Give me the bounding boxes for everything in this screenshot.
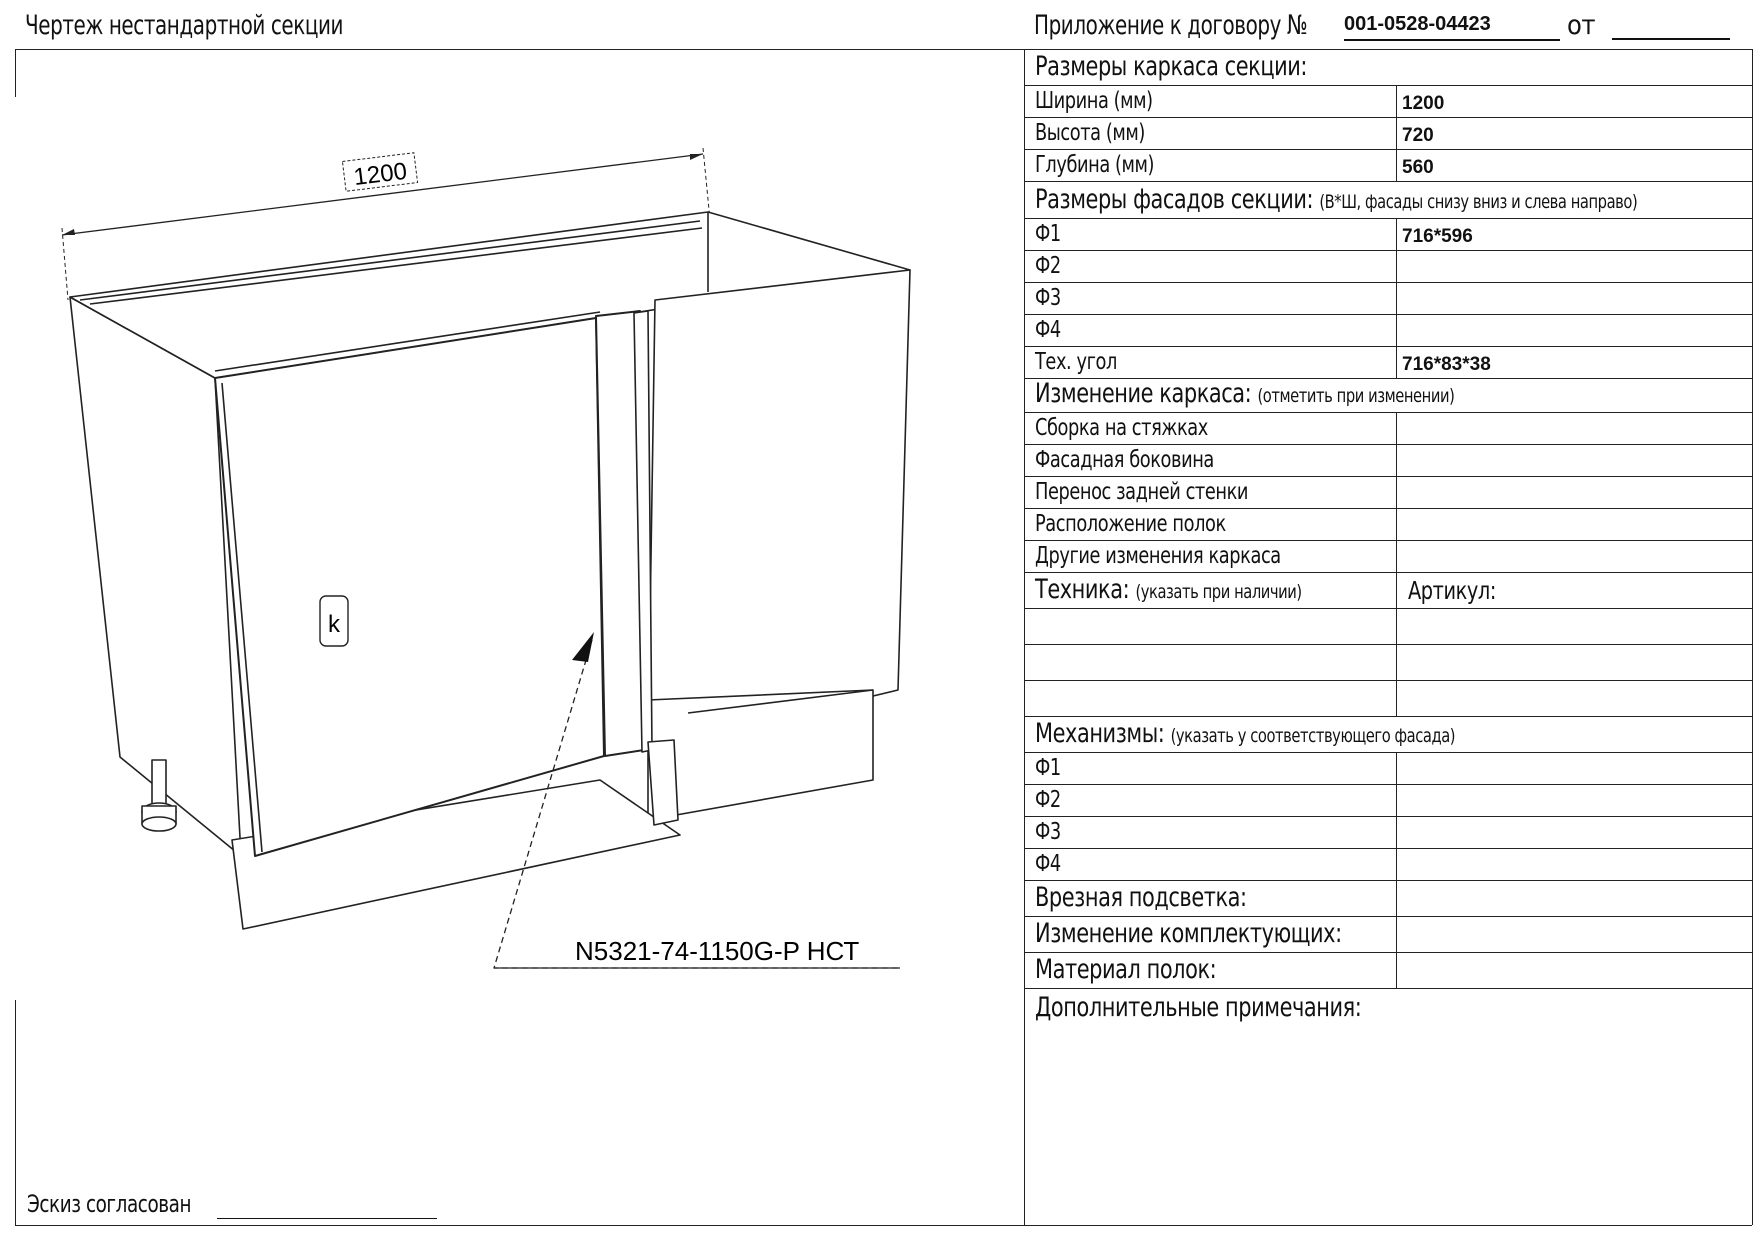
handle-label: k bbox=[328, 611, 340, 638]
appliance-row[interactable] bbox=[1024, 680, 1752, 717]
mechanism-f3-row: Ф3 bbox=[1024, 816, 1752, 849]
part-code: N5321-74-1150G-P НСТ bbox=[575, 936, 860, 966]
shelves-row: Расположение полок bbox=[1024, 508, 1752, 541]
facades-header-row: Размеры фасадов секции: (В*Ш, фасады снизу вниз и слева направо) bbox=[1024, 181, 1752, 219]
facade-f1-value[interactable]: 716*596 bbox=[1402, 226, 1473, 247]
appliances-header-row: Техника: (указать при наличии) Артикул: bbox=[1024, 572, 1752, 609]
depth-row: Глубина (мм) 560 bbox=[1024, 149, 1752, 182]
notes-label: Дополнительные примечания: bbox=[1035, 992, 1362, 1023]
accessories-row: Изменение комплектующих: bbox=[1024, 916, 1752, 953]
date-from-label: от bbox=[1567, 10, 1596, 41]
tech-corner-value[interactable]: 716*83*38 bbox=[1402, 354, 1491, 375]
sketch-approved-label: Эскиз согласован bbox=[27, 1190, 192, 1218]
height-row: Высота (мм) 720 bbox=[1024, 117, 1752, 150]
notes-area[interactable] bbox=[1026, 1030, 1750, 1222]
width-row: Ширина (мм) 1200 bbox=[1024, 85, 1752, 118]
mechanism-f2-row: Ф2 bbox=[1024, 784, 1752, 817]
frame-border-right bbox=[1752, 49, 1753, 1225]
other-changes-row: Другие изменения каркаса bbox=[1024, 540, 1752, 573]
back-wall-row: Перенос задней стенки bbox=[1024, 476, 1752, 509]
mechanism-f4-row: Ф4 bbox=[1024, 848, 1752, 881]
cabinet-drawing bbox=[16, 50, 1022, 1040]
mechanisms-header-row: Механизмы: (указать у соответствующего фасада) bbox=[1024, 716, 1752, 753]
appliance-row[interactable] bbox=[1024, 644, 1752, 681]
facade-side-row: Фасадная боковина bbox=[1024, 444, 1752, 477]
facade-f3-row: Ф3 bbox=[1024, 282, 1752, 315]
tech-corner-row: Тех. угол 716*83*38 bbox=[1024, 346, 1752, 379]
page-title: Чертеж нестандартной секции bbox=[25, 10, 344, 41]
mechanism-f1-row: Ф1 bbox=[1024, 752, 1752, 785]
facade-f4-row: Ф4 bbox=[1024, 314, 1752, 347]
date-field[interactable] bbox=[1612, 38, 1730, 40]
dimension-label: 1200 bbox=[352, 157, 409, 192]
facade-f1-row: Ф1 716*596 bbox=[1024, 218, 1752, 251]
depth-value[interactable]: 560 bbox=[1402, 157, 1434, 178]
facade-f2-row: Ф2 bbox=[1024, 250, 1752, 283]
height-value[interactable]: 720 bbox=[1402, 125, 1434, 146]
frame-size-header-row: Размеры каркаса секции: bbox=[1024, 49, 1752, 86]
appliance-row[interactable] bbox=[1024, 608, 1752, 645]
article-label: Артикул: bbox=[1408, 576, 1496, 605]
appendix-label: Приложение к договору № bbox=[1034, 10, 1308, 41]
contract-number-field[interactable]: 001-0528-04423 bbox=[1344, 13, 1560, 41]
sketch-signature-field[interactable] bbox=[217, 1218, 437, 1219]
frame-border-bottom bbox=[15, 1225, 1752, 1226]
frame-change-header-row: Изменение каркаса: (отметить при изменении) bbox=[1024, 378, 1752, 413]
assembly-row: Сборка на стяжках bbox=[1024, 412, 1752, 445]
shelf-material-row: Материал полок: bbox=[1024, 952, 1752, 989]
width-value[interactable]: 1200 bbox=[1402, 93, 1445, 114]
lighting-row: Врезная подсветка: bbox=[1024, 880, 1752, 917]
